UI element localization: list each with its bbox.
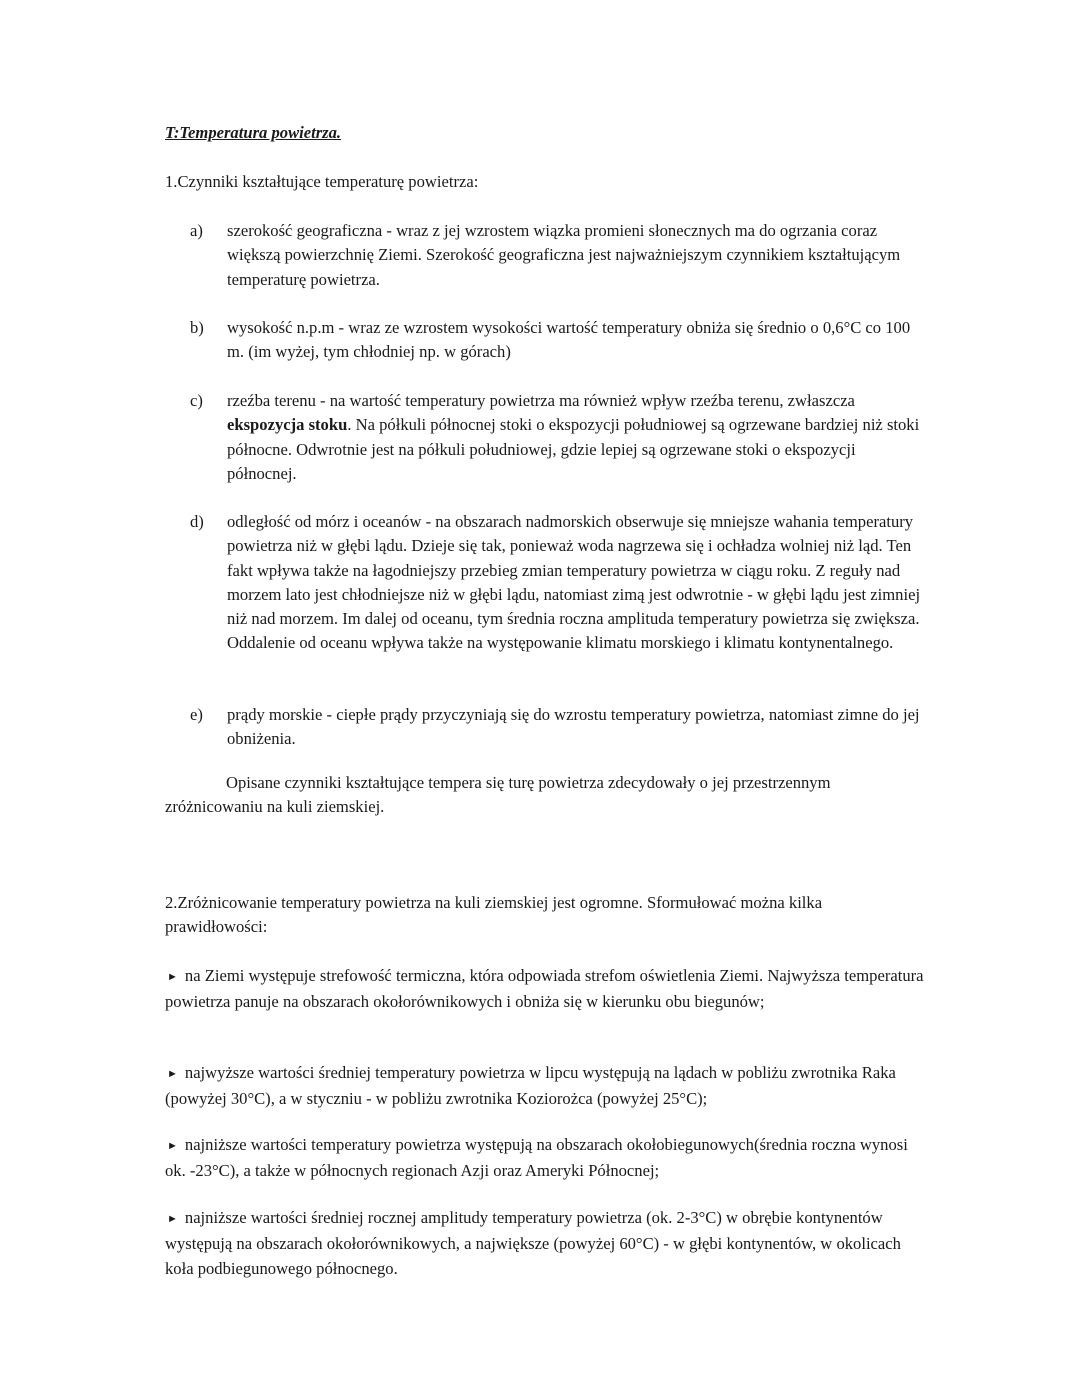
list-marker: b) bbox=[190, 318, 204, 337]
bullet-item bbox=[165, 1133, 925, 1184]
bold-term: ekspozycja stoku bbox=[227, 415, 348, 435]
list-item-b bbox=[190, 316, 925, 365]
list-item-a bbox=[190, 219, 925, 292]
bullet-text: najniższe wartości średniej rocznej amplitudy temperatury powietrza (ok. 2-3°C) w obrębie kontynentów występują na obszarach okołorównikowych, a największe (powyżej 60°C) - w głębi kontynentów, w okolicach koła podbiegunowego północnego. bbox=[165, 1208, 901, 1278]
section-1-summary: Opisane czynniki kształtujące tempera się turę powietrza zdecydowały o jej przestrzennym zróżnicowaniu na kuli ziemskiej. bbox=[165, 773, 831, 817]
bullet-arrow-icon: ► bbox=[167, 971, 178, 983]
section-2-heading: 2.Zróżnicowanie temperatury powietrza na kuli ziemskiej jest ogromne. Sformułować można kilka prawidłowości: bbox=[165, 893, 823, 937]
list-item-text-part: rzeźba terenu - na wartość temperatury powietrza ma również wpływ rzeźba terenu, zwłaszcza bbox=[227, 391, 855, 410]
list-item-d bbox=[190, 510, 925, 656]
list-marker: c) bbox=[190, 391, 203, 410]
bullet-arrow-icon: ► bbox=[167, 1213, 178, 1225]
list-item-c bbox=[190, 389, 925, 486]
bullet-text: najwyższe wartości średniej temperatury powietrza w lipcu występują na lądach w pobliżu zwrotnika Raka (powyżej 30°C), a w styczniu - w pobliżu zwrotnika Koziorożca (powyżej 25°C); bbox=[165, 1063, 896, 1109]
list-item-text: szerokość geograficzna - wraz z jej wzrostem wiązka promieni słonecznych ma do ogrzania coraz większą powierzchnię Ziemi. Szerokość geograficzna jest najważniejszym czynnikiem kształtującym temperaturę powietrza. bbox=[227, 221, 901, 289]
list-item-text-part: . Na półkuli północnej stoki o ekspozycji południowej są ogrzewane bardziej niż stoki północne. Odwrotnie jest na półkuli południowej, gdzie lepiej są ogrzewane stoki o ekspozycji północnej. bbox=[227, 415, 920, 483]
bullet-arrow-icon: ► bbox=[167, 1068, 178, 1080]
list-item-text: odległość od mórz i oceanów - na obszarach nadmorskich obserwuje się mniejsze wahania temperatury powietrza niż w głębi lądu. Dzieje się tak, ponieważ woda nagrzewa się i ochładza wolniej niż ląd. Ten fakt wpływa także na łagodniejszy przebieg zmian temperatury powietrza w ciągu roku. Z reguły nad morzem lato jest chłodniejsze niż w głębi lądu, natomiast zimą jest odwrotnie - w głębi lądu jest zimniej niż nad morzem. Im dalej od oceanu, tym średnia roczna amplituda temperatury powietrza się zwiększa. Oddalenie od oceanu wpływa także na występowanie klimatu morskiego i klimatu kontynentalnego. bbox=[227, 512, 921, 653]
bullet-item bbox=[165, 964, 925, 1015]
bullet-item bbox=[165, 1206, 925, 1281]
bullet-text: na Ziemi występuje strefowość termiczna, która odpowiada strefom oświetlenia Ziemi. Najwyższa temperatura powietrza panuje na obszarach okołorównikowych i obniża się w kierunku obu biegunów; bbox=[165, 966, 924, 1012]
page-title: T:Temperatura powietrza. bbox=[165, 123, 342, 142]
section-1-heading: 1.Czynniki kształtujące temperaturę powietrza: bbox=[165, 172, 479, 191]
bullet-item bbox=[165, 1061, 925, 1112]
bullet-text: najniższe wartości temperatury powietrza występują na obszarach okołobiegunowych(średnia roczna wynosi ok. -23°C), a także w północnych regionach Azji oraz Ameryki Północnej; bbox=[165, 1135, 908, 1181]
list-marker: d) bbox=[190, 512, 204, 531]
list-item-text: wysokość n.p.m - wraz ze wzrostem wysokości wartość temperatury obniża się średnio o 0,6°C co 100 m. (im wyżej, tym chłodniej np. w górach) bbox=[227, 318, 911, 362]
list-marker: e) bbox=[190, 705, 203, 724]
list-item-e bbox=[190, 703, 925, 752]
list-item-text bbox=[227, 389, 925, 486]
bullet-arrow-icon: ► bbox=[167, 1140, 178, 1152]
list-item-text: prądy morskie - ciepłe prądy przyczyniają się do wzrostu temperatury powietrza, natomiast zimne do jej obniżenia. bbox=[227, 705, 920, 749]
list-marker: a) bbox=[190, 221, 203, 240]
